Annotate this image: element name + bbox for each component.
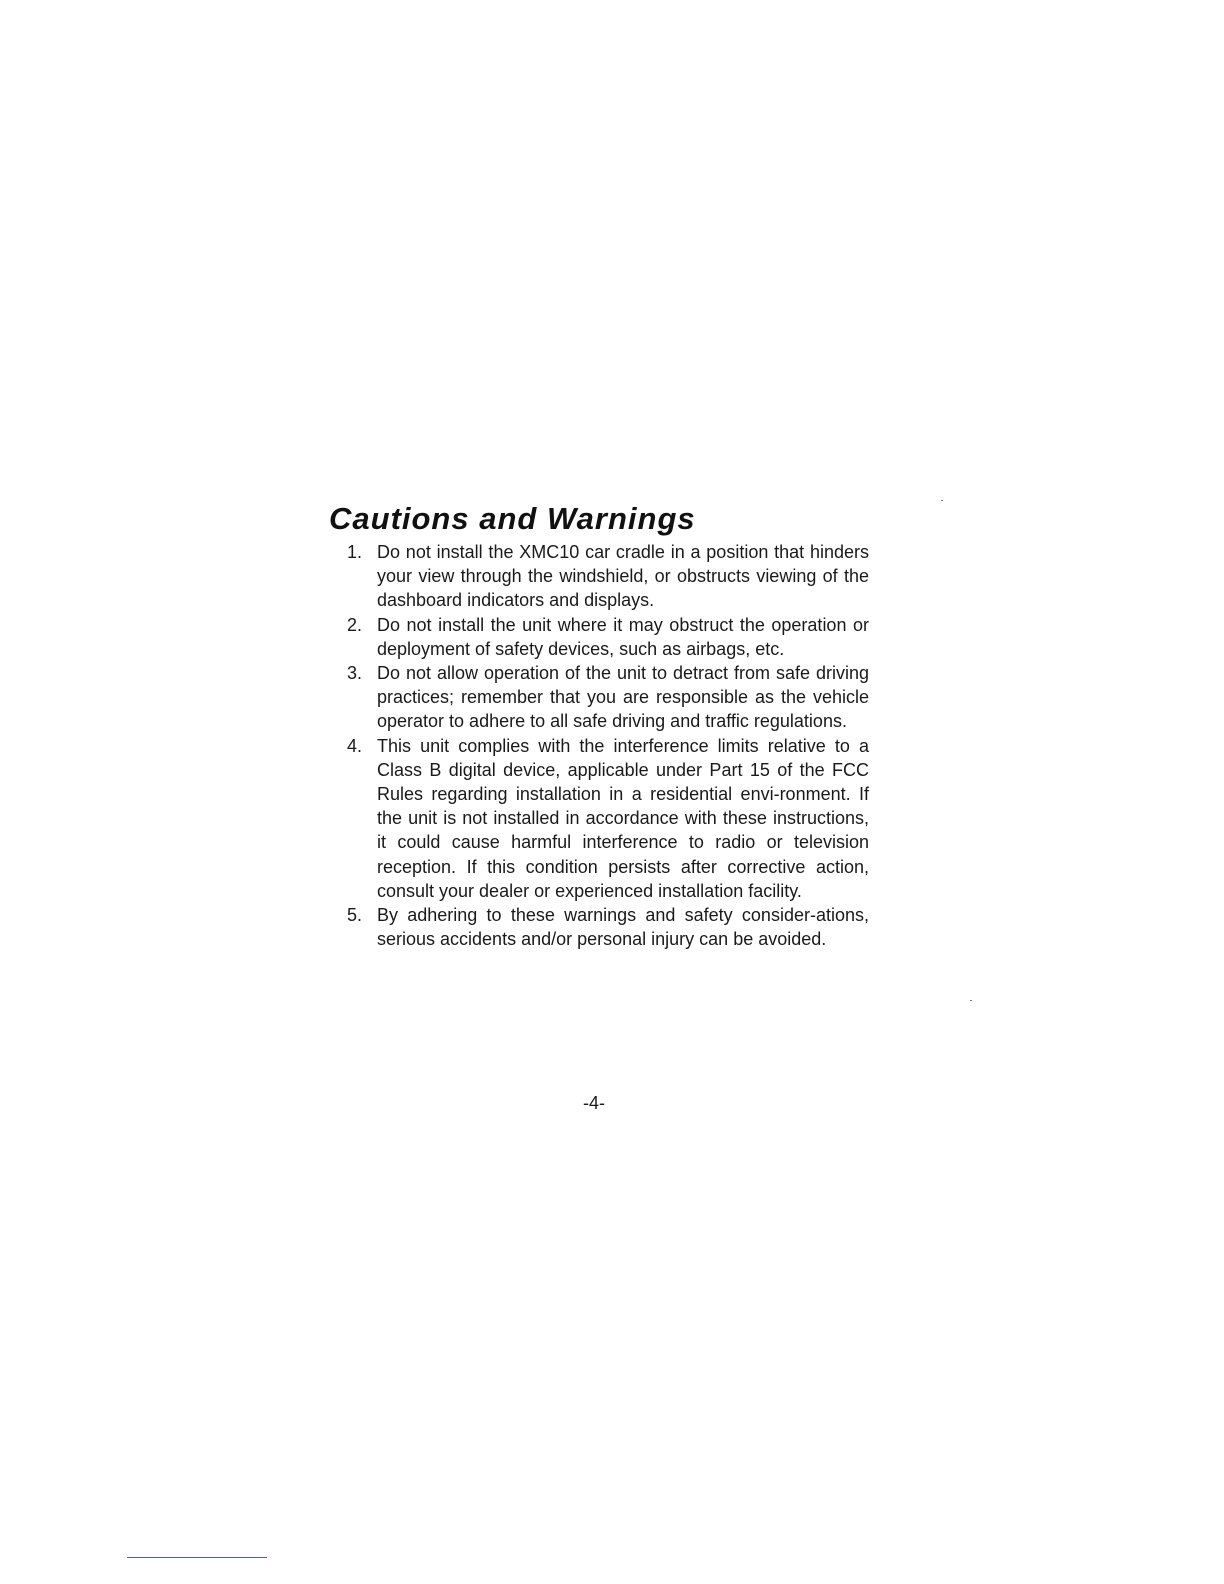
list-item-number: 4. xyxy=(347,735,363,756)
warnings-list xyxy=(341,540,869,951)
list-item-number: 3. xyxy=(347,663,363,684)
footer-rule xyxy=(127,1557,267,1558)
list-item xyxy=(341,613,869,661)
list-item xyxy=(341,734,869,903)
list-item-number: 5. xyxy=(347,905,363,926)
list-item-text: This unit complies with the interference limits relative to a Class B digital device, applicable under Part 15 of the FCC Rules regarding installation in a residential envi-ronment. If the unit is not installed in accordance with these instructions, it could cause harmful interference to radio or television reception. If this condition persists after corrective action, consult your dealer or experienced installation facility. xyxy=(377,735,869,901)
list-item xyxy=(341,661,869,734)
list-item-text: Do not install the XMC10 car cradle in a position that hinders your view through the windshield, or obstructs viewing of the dashboard indicators and displays. xyxy=(377,542,869,611)
list-item xyxy=(341,540,869,613)
page-number: -4- xyxy=(583,1093,605,1113)
list-item xyxy=(341,903,869,951)
scan-speck xyxy=(941,500,943,501)
list-item-text: By adhering to these warnings and safety consider-ations, serious accidents and/or personal injury can be avoided. xyxy=(377,905,869,950)
list-item-number: 1. xyxy=(347,542,363,562)
list-item-text: Do not allow operation of the unit to detract from safe driving practices; remember that you are responsible as the vehicle operator to adhere to all safe driving and traffic regulations. xyxy=(377,663,869,732)
page-title: Cautions and Warnings xyxy=(329,501,696,536)
list-item-number: 2. xyxy=(347,614,363,635)
list-item-text: Do not install the unit where it may obstruct the operation or deployment of safety devices, such as airbags, etc. xyxy=(377,614,869,659)
scan-speck xyxy=(970,1000,972,1001)
